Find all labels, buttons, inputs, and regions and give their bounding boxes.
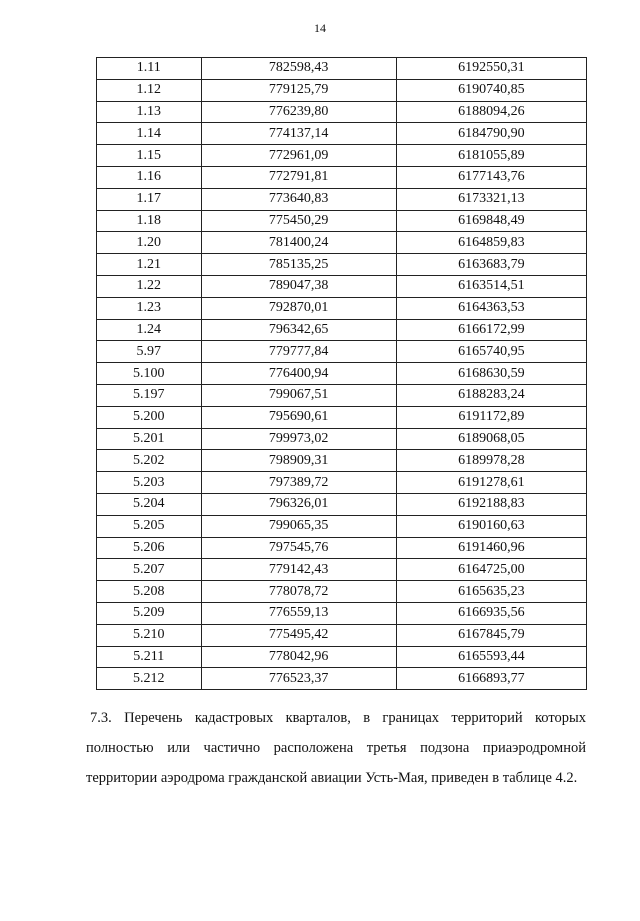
y-coordinate-cell: 6163514,51 xyxy=(396,275,586,297)
x-coordinate-cell: 785135,25 xyxy=(201,254,396,276)
x-coordinate-cell: 773640,83 xyxy=(201,188,396,210)
point-number-cell: 5.212 xyxy=(97,668,202,690)
section-7-3-paragraph xyxy=(86,703,586,793)
coordinates-table xyxy=(96,57,587,690)
table-row xyxy=(97,537,587,559)
table-row xyxy=(97,624,587,646)
y-coordinate-cell: 6166172,99 xyxy=(396,319,586,341)
point-number-cell: 1.18 xyxy=(97,210,202,232)
x-coordinate-cell: 782598,43 xyxy=(201,58,396,80)
table-row xyxy=(97,210,587,232)
y-coordinate-cell: 6192550,31 xyxy=(396,58,586,80)
table-row xyxy=(97,406,587,428)
point-number-cell: 1.20 xyxy=(97,232,202,254)
point-number-cell: 1.16 xyxy=(97,166,202,188)
x-coordinate-cell: 799065,35 xyxy=(201,515,396,537)
point-number-cell: 5.201 xyxy=(97,428,202,450)
x-coordinate-cell: 776400,94 xyxy=(201,363,396,385)
point-number-cell: 1.14 xyxy=(97,123,202,145)
y-coordinate-cell: 6164363,53 xyxy=(396,297,586,319)
table-row xyxy=(97,602,587,624)
table-row xyxy=(97,232,587,254)
x-coordinate-cell: 775495,42 xyxy=(201,624,396,646)
y-coordinate-cell: 6191460,96 xyxy=(396,537,586,559)
point-number-cell: 1.17 xyxy=(97,188,202,210)
point-number-cell: 5.197 xyxy=(97,384,202,406)
x-coordinate-cell: 797545,76 xyxy=(201,537,396,559)
y-coordinate-cell: 6164859,83 xyxy=(396,232,586,254)
x-coordinate-cell: 799973,02 xyxy=(201,428,396,450)
x-coordinate-cell: 772961,09 xyxy=(201,145,396,167)
x-coordinate-cell: 774137,14 xyxy=(201,123,396,145)
point-number-cell: 5.200 xyxy=(97,406,202,428)
y-coordinate-cell: 6169848,49 xyxy=(396,210,586,232)
point-number-cell: 1.12 xyxy=(97,79,202,101)
x-coordinate-cell: 799067,51 xyxy=(201,384,396,406)
point-number-cell: 5.204 xyxy=(97,493,202,515)
table-row xyxy=(97,341,587,363)
y-coordinate-cell: 6188094,26 xyxy=(396,101,586,123)
x-coordinate-cell: 779142,43 xyxy=(201,559,396,581)
table-row xyxy=(97,254,587,276)
y-coordinate-cell: 6173321,13 xyxy=(396,188,586,210)
point-number-cell: 5.100 xyxy=(97,363,202,385)
x-coordinate-cell: 776239,80 xyxy=(201,101,396,123)
y-coordinate-cell: 6165740,95 xyxy=(396,341,586,363)
x-coordinate-cell: 779777,84 xyxy=(201,341,396,363)
table-row xyxy=(97,319,587,341)
table-row xyxy=(97,166,587,188)
point-number-cell: 5.207 xyxy=(97,559,202,581)
paragraph-rest-text: полностью или частично расположена третья подзона приаэродромной территории аэродрома гражданской авиации Усть-Мая, приведен в таблице 4.2. xyxy=(86,740,586,786)
y-coordinate-cell: 6189068,05 xyxy=(396,428,586,450)
y-coordinate-cell: 6168630,59 xyxy=(396,363,586,385)
table-row xyxy=(97,58,587,80)
table-row xyxy=(97,384,587,406)
table-row xyxy=(97,188,587,210)
y-coordinate-cell: 6164725,00 xyxy=(396,559,586,581)
x-coordinate-cell: 797389,72 xyxy=(201,472,396,494)
table-row xyxy=(97,472,587,494)
y-coordinate-cell: 6177143,76 xyxy=(396,166,586,188)
table-row xyxy=(97,145,587,167)
point-number-cell: 1.24 xyxy=(97,319,202,341)
x-coordinate-cell: 796342,65 xyxy=(201,319,396,341)
y-coordinate-cell: 6167845,79 xyxy=(396,624,586,646)
point-number-cell: 5.97 xyxy=(97,341,202,363)
table-row xyxy=(97,646,587,668)
y-coordinate-cell: 6189978,28 xyxy=(396,450,586,472)
point-number-cell: 5.206 xyxy=(97,537,202,559)
table-row xyxy=(97,668,587,690)
x-coordinate-cell: 796326,01 xyxy=(201,493,396,515)
paragraph-first-line xyxy=(86,703,586,733)
point-number-cell: 5.208 xyxy=(97,581,202,603)
y-coordinate-cell: 6191172,89 xyxy=(396,406,586,428)
x-coordinate-cell: 795690,61 xyxy=(201,406,396,428)
table-row xyxy=(97,123,587,145)
point-number-cell: 1.21 xyxy=(97,254,202,276)
y-coordinate-cell: 6190160,63 xyxy=(396,515,586,537)
y-coordinate-cell: 6184790,90 xyxy=(396,123,586,145)
x-coordinate-cell: 779125,79 xyxy=(201,79,396,101)
table-row xyxy=(97,297,587,319)
table-row xyxy=(97,79,587,101)
x-coordinate-cell: 772791,81 xyxy=(201,166,396,188)
x-coordinate-cell: 776559,13 xyxy=(201,602,396,624)
table-row xyxy=(97,515,587,537)
table-row xyxy=(97,559,587,581)
table-row xyxy=(97,101,587,123)
point-number-cell: 5.211 xyxy=(97,646,202,668)
point-number-cell: 1.23 xyxy=(97,297,202,319)
table-row xyxy=(97,493,587,515)
x-coordinate-cell: 798909,31 xyxy=(201,450,396,472)
table-row xyxy=(97,275,587,297)
y-coordinate-cell: 6181055,89 xyxy=(396,145,586,167)
page-number: 14 xyxy=(314,21,326,35)
y-coordinate-cell: 6165593,44 xyxy=(396,646,586,668)
y-coordinate-cell: 6166893,77 xyxy=(396,668,586,690)
x-coordinate-cell: 775450,29 xyxy=(201,210,396,232)
x-coordinate-cell: 789047,38 xyxy=(201,275,396,297)
x-coordinate-cell: 781400,24 xyxy=(201,232,396,254)
y-coordinate-cell: 6190740,85 xyxy=(396,79,586,101)
y-coordinate-cell: 6192188,83 xyxy=(396,493,586,515)
table-row xyxy=(97,450,587,472)
table-row xyxy=(97,363,587,385)
x-coordinate-cell: 792870,01 xyxy=(201,297,396,319)
point-number-cell: 5.205 xyxy=(97,515,202,537)
point-number-cell: 5.209 xyxy=(97,602,202,624)
y-coordinate-cell: 6191278,61 xyxy=(396,472,586,494)
y-coordinate-cell: 6163683,79 xyxy=(396,254,586,276)
y-coordinate-cell: 6188283,24 xyxy=(396,384,586,406)
y-coordinate-cell: 6165635,23 xyxy=(396,581,586,603)
point-number-cell: 5.203 xyxy=(97,472,202,494)
point-number-cell: 1.22 xyxy=(97,275,202,297)
table-row xyxy=(97,581,587,603)
coordinates-table-body xyxy=(97,58,587,690)
x-coordinate-cell: 776523,37 xyxy=(201,668,396,690)
paragraph-first-line-text: 7.3. Перечень кадастровых кварталов, в границах территорий которых xyxy=(90,710,586,726)
y-coordinate-cell: 6166935,56 xyxy=(396,602,586,624)
point-number-cell: 1.11 xyxy=(97,58,202,80)
point-number-cell: 5.202 xyxy=(97,450,202,472)
x-coordinate-cell: 778042,96 xyxy=(201,646,396,668)
x-coordinate-cell: 778078,72 xyxy=(201,581,396,603)
table-row xyxy=(97,428,587,450)
point-number-cell: 1.15 xyxy=(97,145,202,167)
point-number-cell: 5.210 xyxy=(97,624,202,646)
point-number-cell: 1.13 xyxy=(97,101,202,123)
